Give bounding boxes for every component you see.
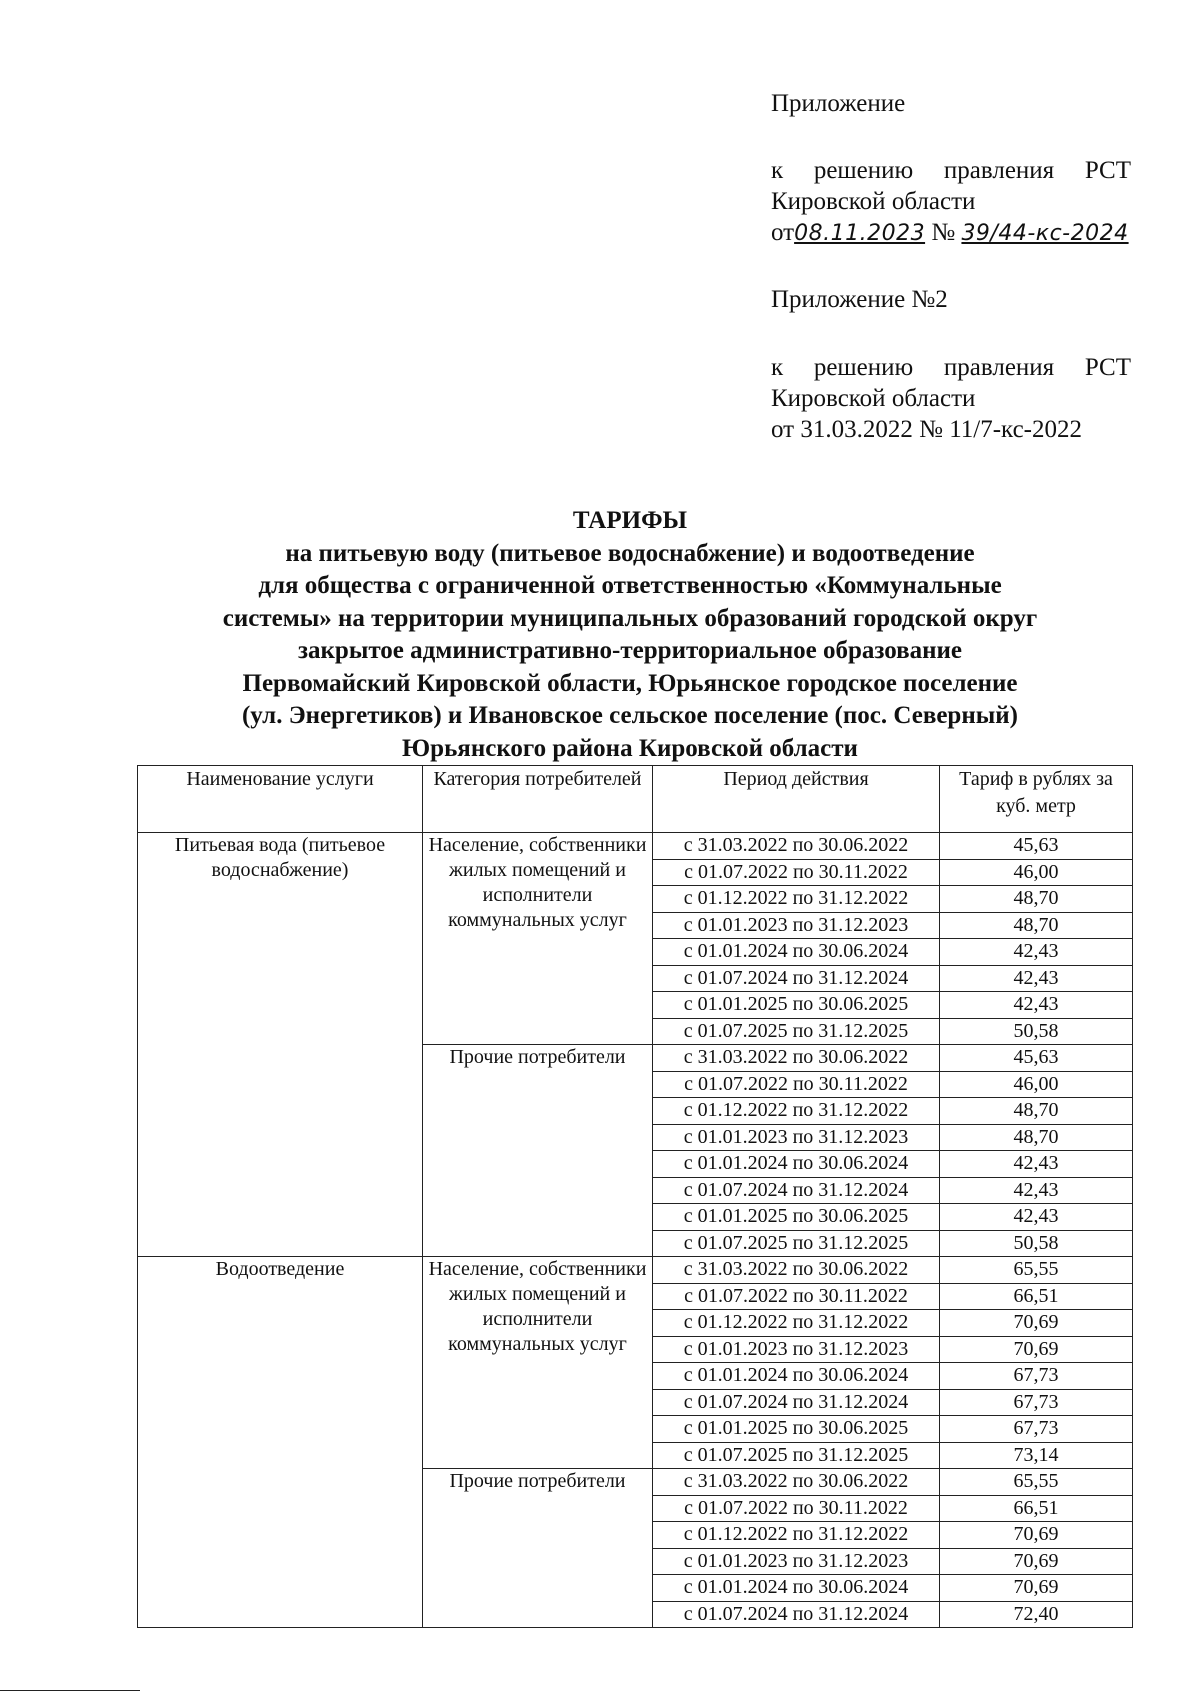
header-category: Категория потребителей [423,766,653,833]
period-cell: с 01.07.2022 по 30.11.2022 [653,1495,940,1522]
period-cell: с 01.01.2024 по 30.06.2024 [653,939,940,966]
tariff-cell: 42,43 [940,939,1133,966]
appendix2-reference [771,352,1131,445]
appendix2-ref-line3: от 31.03.2022 № 11/7-кс-2022 [771,416,1082,443]
tariff-cell: 70,69 [940,1575,1133,1602]
tariff-cell: 73,14 [940,1442,1133,1469]
period-cell: с 01.07.2024 по 31.12.2024 [653,1177,940,1204]
table-header-row [138,766,1133,833]
period-cell: с 31.03.2022 по 30.06.2022 [653,1257,940,1284]
period-cell: с 01.01.2025 по 30.06.2025 [653,992,940,1019]
tariff-cell: 42,43 [940,1204,1133,1231]
title-line: для общества с ограниченной ответственностью «Коммунальные [258,572,1002,599]
appendix-reference [771,155,1131,249]
period-cell: с 01.01.2023 по 31.12.2023 [653,1124,940,1151]
period-cell: с 01.12.2022 по 31.12.2022 [653,1310,940,1337]
period-cell: с 01.01.2025 по 30.06.2025 [653,1204,940,1231]
tariff-cell: 45,63 [940,833,1133,860]
consumer-category-cell: Прочие потребители [423,1045,653,1257]
tariff-cell: 42,43 [940,992,1133,1019]
period-cell: с 01.12.2022 по 31.12.2022 [653,1098,940,1125]
tariff-cell: 66,51 [940,1283,1133,1310]
tariff-cell: 48,70 [940,912,1133,939]
period-cell: с 01.01.2024 по 30.06.2024 [653,1363,940,1390]
period-cell: с 01.07.2022 по 30.11.2022 [653,1071,940,1098]
appendix-label: Приложение [771,90,906,117]
tariff-cell: 70,69 [940,1548,1133,1575]
ref-prefix: от [771,219,795,246]
tariff-cell: 67,73 [940,1389,1133,1416]
tariff-cell: 70,69 [940,1336,1133,1363]
document-title [130,505,1130,765]
ref-word: решению [813,157,914,184]
tariff-cell: 50,58 [940,1230,1133,1257]
period-cell: с 01.07.2025 по 31.12.2025 [653,1442,940,1469]
tariff-cell: 46,00 [940,1071,1133,1098]
period-cell: с 01.07.2025 по 31.12.2025 [653,1230,940,1257]
ref-word: решению [813,354,914,381]
appendix2-label: Приложение №2 [771,286,948,313]
period-cell: с 01.01.2025 по 30.06.2025 [653,1416,940,1443]
tariff-cell: 65,55 [940,1257,1133,1284]
tariff-cell: 66,51 [940,1495,1133,1522]
period-cell: с 01.07.2024 по 31.12.2024 [653,1601,940,1628]
title-line: Первомайский Кировской области, Юрьянское городское поселение [242,669,1018,697]
tariff-cell: 67,73 [940,1416,1133,1443]
tariff-cell: 42,43 [940,1177,1133,1204]
title-line: закрытое административно-территориальное образование [297,637,963,664]
ref-word: правления [943,157,1055,184]
appendix2-ref-line2: Кировской области [771,385,976,412]
service-name-cell: Водоотведение [138,1257,423,1628]
tariff-cell: 48,70 [940,886,1133,913]
table-row [138,833,1133,860]
title-line: на питьевую воду (питьевое водоснабжение) и водоотведение [285,539,975,567]
tariff-table [137,765,1133,1628]
consumer-category-cell: Прочие потребители [423,1469,653,1628]
period-cell: с 01.07.2024 по 31.12.2024 [653,1389,940,1416]
appendix-ref-line1 [771,155,1131,186]
tariff-cell: 67,73 [940,1363,1133,1390]
tariff-cell: 65,55 [940,1469,1133,1496]
ref-word: РСТ [1084,354,1131,381]
number-sign: № [931,219,956,246]
period-cell: с 01.07.2024 по 31.12.2024 [653,965,940,992]
period-cell: с 01.12.2022 по 31.12.2022 [653,886,940,913]
tariff-cell: 70,69 [940,1310,1133,1337]
period-cell: с 01.01.2023 по 31.12.2023 [653,1336,940,1363]
tariff-cell: 48,70 [940,1098,1133,1125]
header-tariff: Тариф в рублях за куб. метр [940,766,1133,833]
tariff-cell: 72,40 [940,1601,1133,1628]
consumer-category-cell: Население, собственники жилых помещений и исполнители коммунальных услуг [423,833,653,1045]
appendix2-ref-line1 [771,352,1131,383]
period-cell: с 01.07.2025 по 31.12.2025 [653,1018,940,1045]
tariff-table-body [138,833,1133,1628]
tariff-cell: 45,63 [940,1045,1133,1072]
appendix-ref-line3 [771,217,1131,249]
ref-word: к [771,354,784,381]
header-service: Наименование услуги [138,766,423,833]
period-cell: с 01.01.2023 по 31.12.2023 [653,1548,940,1575]
tariff-cell: 48,70 [940,1124,1133,1151]
period-cell: с 31.03.2022 по 30.06.2022 [653,1045,940,1072]
service-name-cell: Питьевая вода (питьевое водоснабжение) [138,833,423,1257]
title-line: (ул. Энергетиков) и Ивановское сельское поселение (пос. Северный) [241,702,1018,729]
period-cell: с 31.03.2022 по 30.06.2022 [653,833,940,860]
ref-word: правления [943,354,1055,381]
ref-word: к [771,157,784,184]
consumer-category-cell: Население, собственники жилых помещений и исполнители коммунальных услуг [423,1257,653,1469]
handwritten-number: 39/44-кс-2024 [961,221,1129,246]
tariff-cell: 42,43 [940,965,1133,992]
title-line: системы» на территории муниципальных образований городской округ [222,604,1038,632]
header-period: Период действия [653,766,940,833]
period-cell: с 01.01.2024 по 30.06.2024 [653,1575,940,1602]
footnote-divider [0,1690,140,1691]
tariff-cell: 70,69 [940,1522,1133,1549]
period-cell: с 01.01.2023 по 31.12.2023 [653,912,940,939]
table-row [138,1257,1133,1284]
ref-word: РСТ [1084,157,1131,184]
appendix-ref-line2: Кировской области [771,188,976,215]
tariff-cell: 46,00 [940,859,1133,886]
period-cell: с 01.07.2022 по 30.11.2022 [653,859,940,886]
tariff-cell: 50,58 [940,1018,1133,1045]
period-cell: с 01.07.2022 по 30.11.2022 [653,1283,940,1310]
title-line: Юрьянского района Кировской области [402,734,858,762]
title-heading: ТАРИФЫ [572,507,688,534]
period-cell: с 01.01.2024 по 30.06.2024 [653,1151,940,1178]
handwritten-date: 08.11.2023 [794,221,926,246]
period-cell: с 01.12.2022 по 31.12.2022 [653,1522,940,1549]
period-cell: с 31.03.2022 по 30.06.2022 [653,1469,940,1496]
tariff-cell: 42,43 [940,1151,1133,1178]
